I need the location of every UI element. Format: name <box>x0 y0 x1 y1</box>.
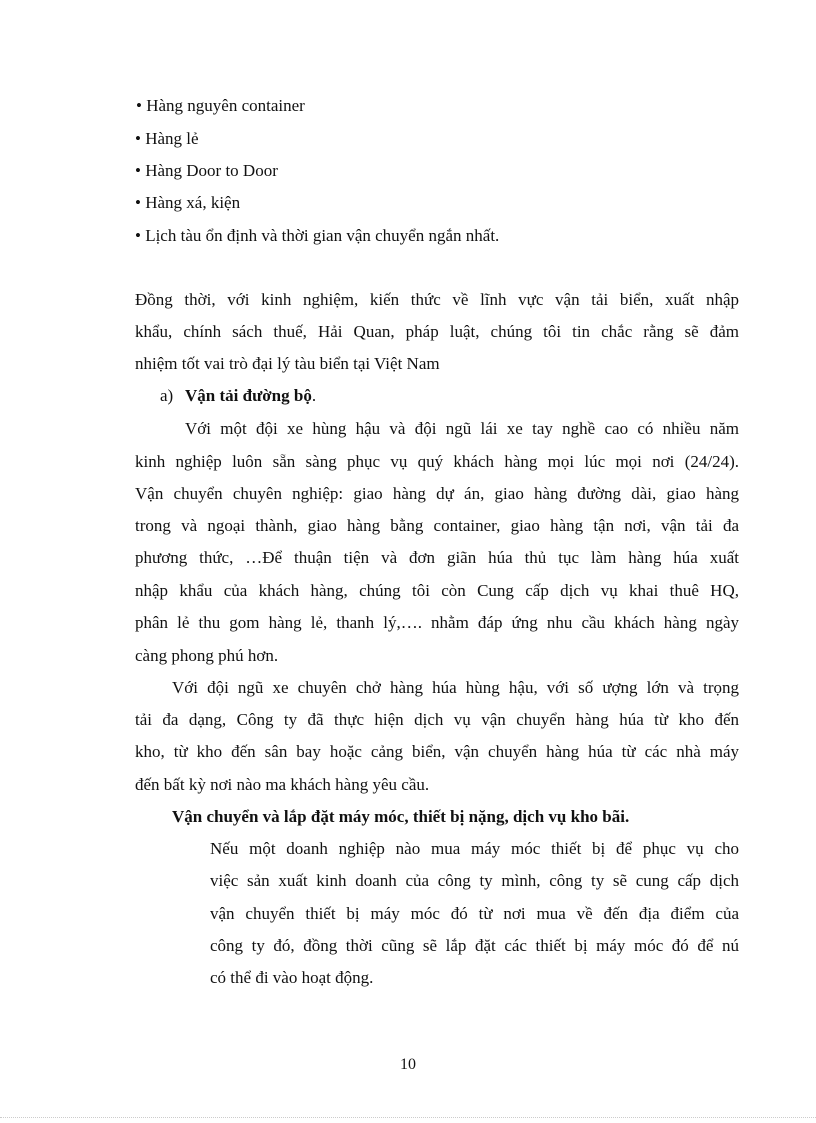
heading-marker: a) <box>160 386 174 405</box>
page-bottom-divider <box>0 1117 816 1118</box>
list-item: • Lịch tàu ổn định và thời gian vận chuyển ngắn nhất. <box>135 226 500 245</box>
paragraph-line: khẩu, chính sách thuế, Hải Quan, pháp luật, chúng tôi tin chắc rằng sẽ đảm <box>135 322 739 341</box>
paragraph-line: Với một đội xe hùng hậu và đội ngũ lái xe tay nghề cao có nhiều năm <box>185 419 739 438</box>
paragraph-line: đến bất kỳ nơi nào ma khách hàng yêu cầu. <box>135 775 430 794</box>
paragraph-line: Với đội ngũ xe chuyên chở hàng húa hùng hậu, với số ượng lớn và trọng <box>172 678 739 697</box>
list-item: • Hàng xá, kiện <box>135 193 241 212</box>
section-heading-road-transport <box>160 385 316 407</box>
paragraph-line: Đồng thời, với kinh nghiệm, kiến thức về lĩnh vực vận tải biển, xuất nhập <box>135 290 739 309</box>
paragraph-line: nhiệm tốt vai trò đại lý tàu biển tại Việt Nam <box>135 354 440 373</box>
list-item: • Hàng Door to Door <box>135 161 278 180</box>
paragraph-line: càng phong phú hơn. <box>135 646 279 665</box>
heading-text: Vận tải đường bộ <box>185 386 312 405</box>
paragraph-line: Nếu một doanh nghiệp nào mua máy móc thiết bị để phục vụ cho <box>210 839 739 858</box>
heading-period: . <box>311 386 317 405</box>
section-heading-machinery: Vận chuyển và lắp đặt máy móc, thiết bị nặng, dịch vụ kho bãi. <box>172 807 630 826</box>
paragraph-line: trong và ngoại thành, giao hàng bằng container, giao hàng tận nơi, vận tải đa <box>135 516 739 535</box>
list-item: • Hàng nguyên container <box>136 96 305 115</box>
paragraph-line: tải đa dạng, Công ty đã thực hiện dịch vụ vận chuyển hàng húa từ kho đến <box>135 710 739 729</box>
list-item: • Hàng lẻ <box>135 129 199 148</box>
page-number: 10 <box>400 1056 416 1073</box>
paragraph-line: kho, từ kho đến sân bay hoặc cảng biển, vận chuyển hàng húa từ các nhà máy <box>135 742 739 761</box>
paragraph-line: Vận chuyển chuyên nghiệp: giao hàng dự án, giao hàng đường dài, giao hàng <box>135 484 739 503</box>
paragraph-line: có thể đi vào hoạt động. <box>210 968 374 987</box>
paragraph-line: phương thức, …Để thuận tiện và đơn giãn húa thủ tục làm hàng húa xuất <box>135 548 739 567</box>
paragraph-line: nhập khẩu của khách hàng, chúng tôi còn Cung cấp dịch vụ khai thuê HQ, <box>135 581 739 600</box>
paragraph-line: việc sản xuất kinh doanh của công ty mình, công ty sẽ cung cấp dịch <box>210 871 739 890</box>
paragraph-line: công ty đó, đồng thời cũng sẽ lắp đặt các thiết bị máy móc đó để nú <box>210 936 739 955</box>
paragraph-line: kinh nghiệp luôn sẵn sàng phục vụ quý khách hàng mọi lúc mọi nơi (24/24). <box>135 452 739 471</box>
paragraph-line: phân lẻ thu gom hàng lẻ, thanh lý,…. nhằm đáp ứng nhu cầu khách hàng ngày <box>135 613 739 632</box>
paragraph-line: vận chuyển thiết bị máy móc đó từ nơi mua về đến địa điểm của <box>210 904 739 923</box>
